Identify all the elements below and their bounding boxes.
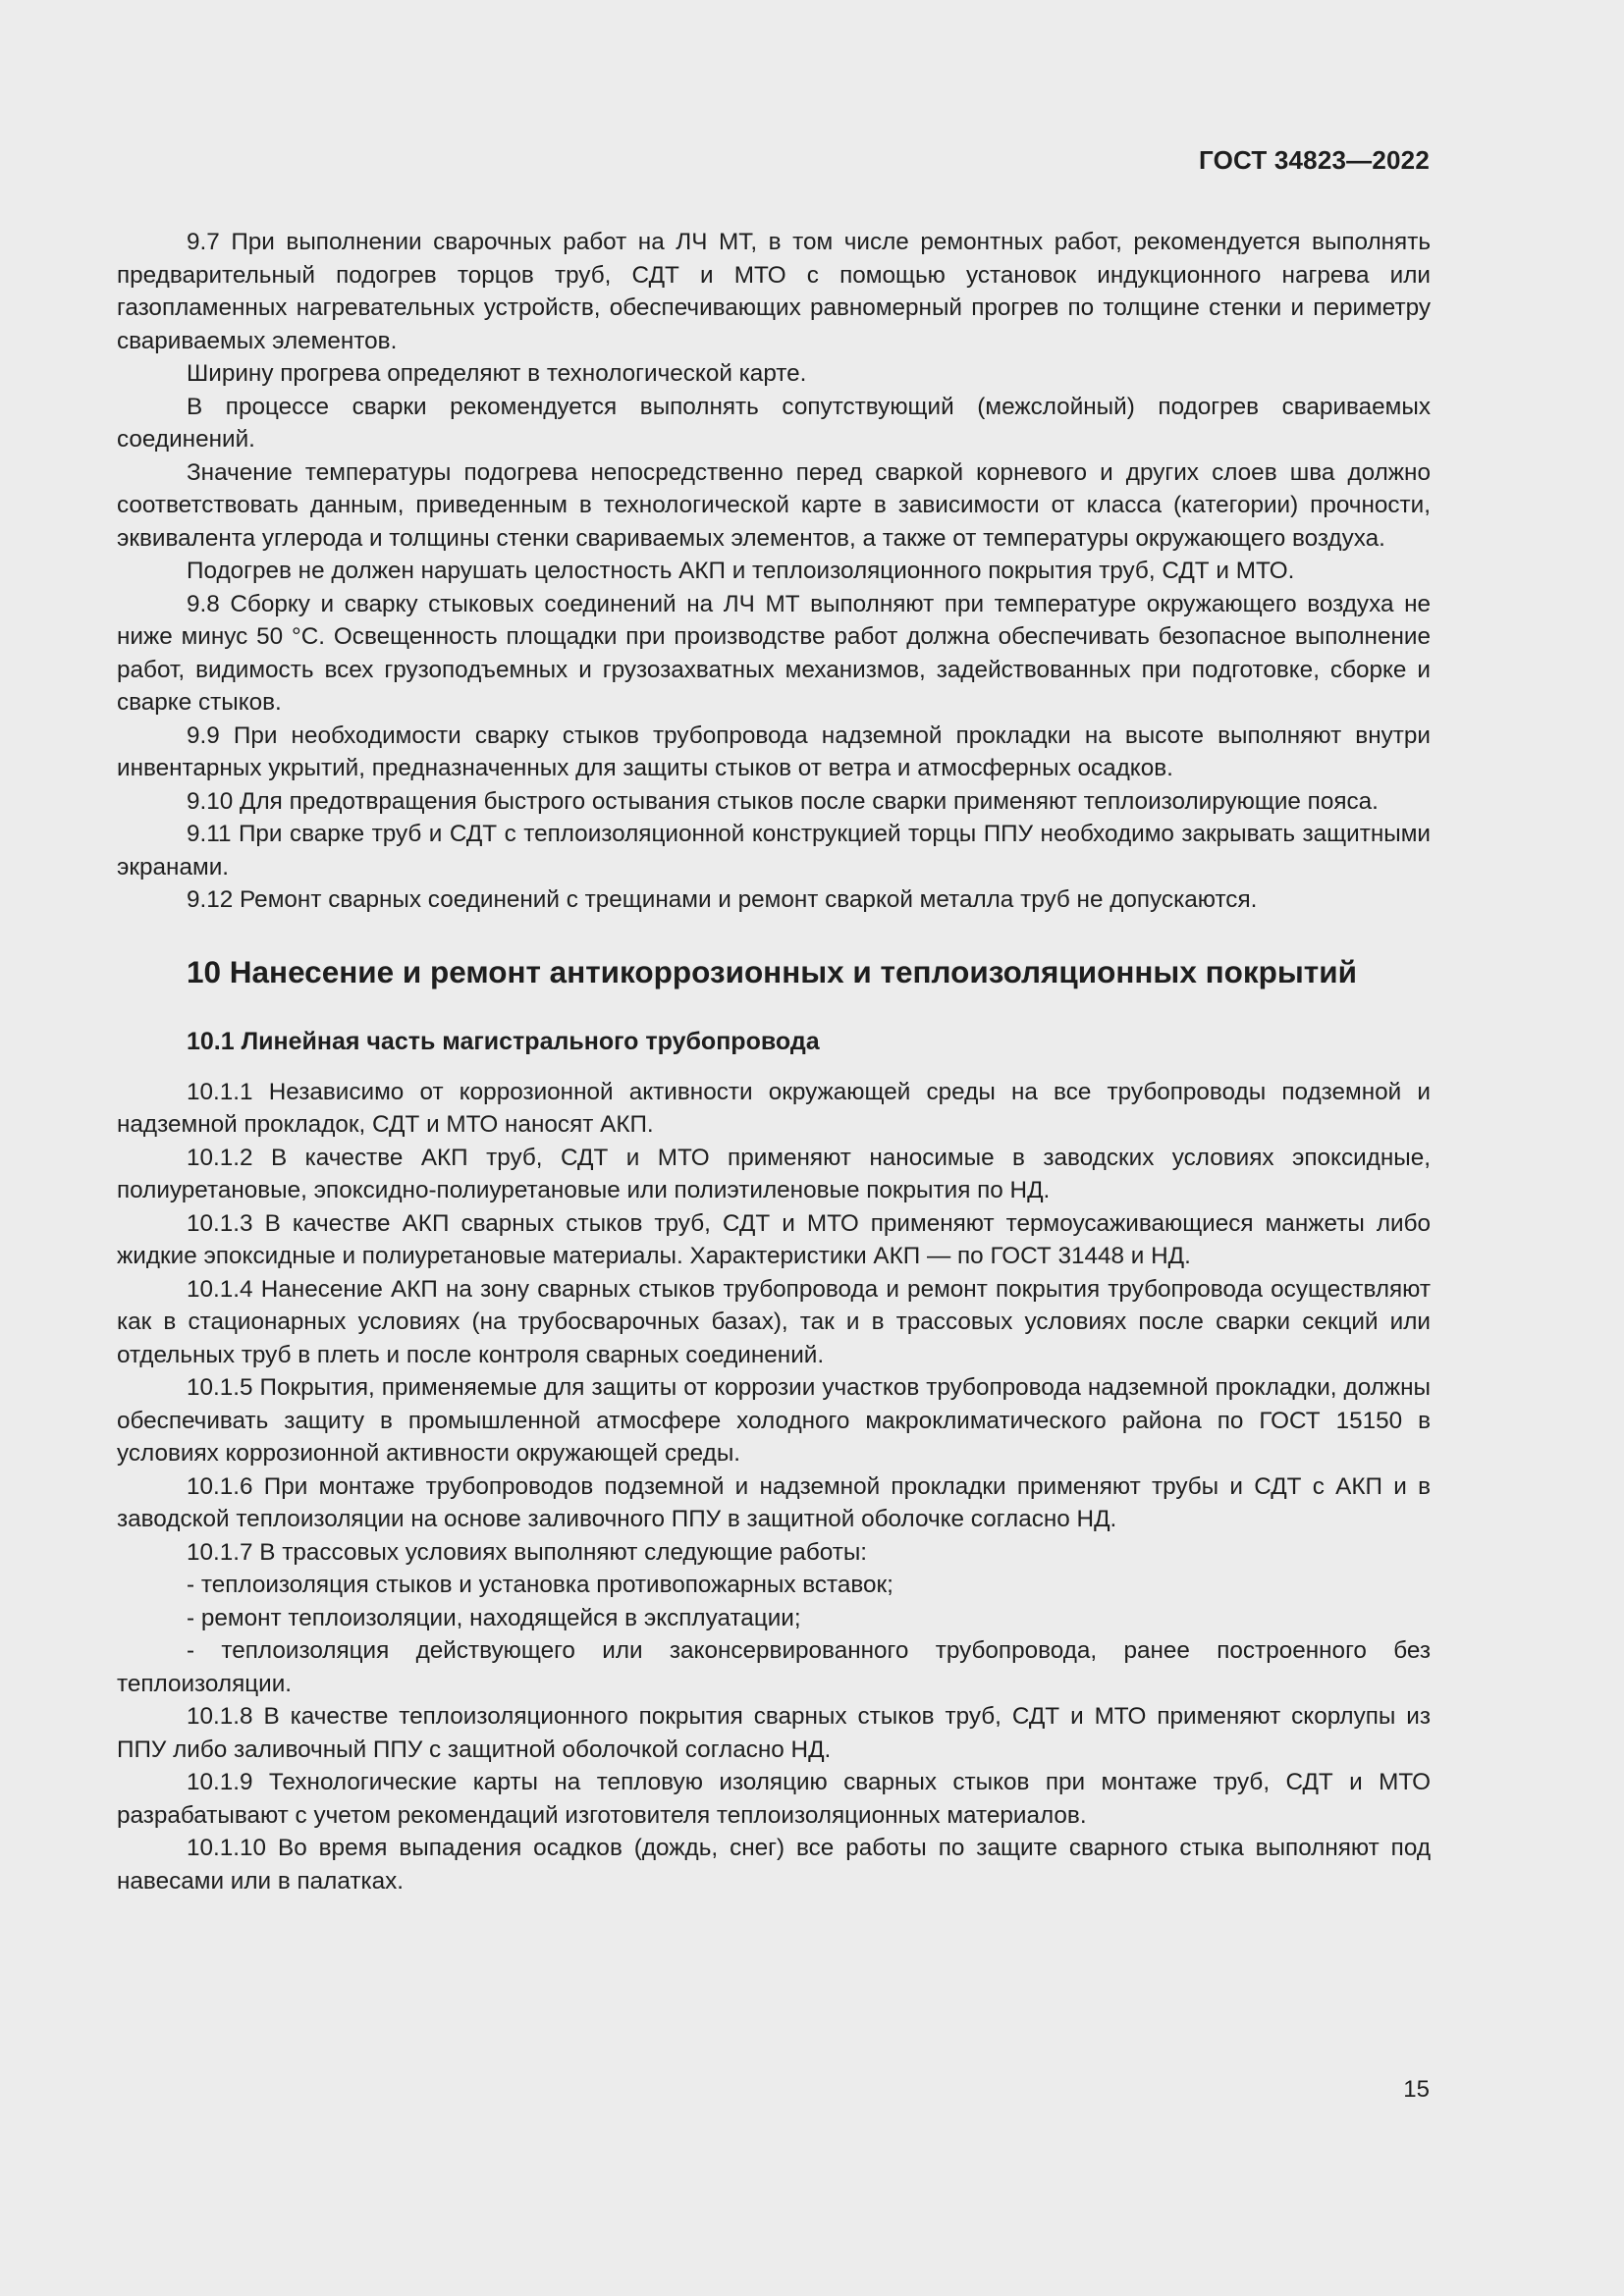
paragraph-10-1-5: 10.1.5 Покрытия, применяемые для защиты от коррозии участков трубопровода надземной прокладки, должны обеспечивать защиту в промышленной атмосфере холодного макроклиматического района по ГОСТ 15150 в условиях коррозионной активности окружающей среды. xyxy=(117,1374,1431,1467)
list-item: - теплоизоляция стыков и установка противопожарных вставок; xyxy=(187,1572,893,1598)
list-item: - теплоизоляция действующего или законсервированного трубопровода, ранее построенного без теплоизоляции. xyxy=(117,1637,1431,1697)
paragraph-10-1-1: 10.1.1 Независимо от коррозионной активности окружающей среды на все трубопроводы подземной и надземной прокладок, СДТ и МТО наносят АКП. xyxy=(117,1078,1431,1138)
paragraph-10-1-6: 10.1.6 При монтаже трубопроводов подземной и надземной прокладки применяют трубы и СДТ с АКП и в заводской теплоизоляции на основе заливочного ППУ в защитной оболочке согласно НД. xyxy=(117,1472,1431,1532)
paragraph-10-1-9: 10.1.9 Технологические карты на тепловую изоляцию сварных стыков при монтаже труб, СДТ и МТО разрабатывают с учетом рекомендаций изготовителя теплоизоляционных материалов. xyxy=(117,1769,1431,1829)
paragraph-interlayer-heating: В процессе сварки рекомендуется выполнять сопутствующий (межслойный) подогрев свариваемых соединений. xyxy=(117,393,1431,453)
paragraph-9-8: 9.8 Сборку и сварку стыковых соединений на ЛЧ МТ выполняют при температуре окружающего воздуха не ниже минус 50 °С. Освещенность площадки при производстве работ должна обеспечивать безопасное выполнение работ, видимость всех грузоподъемных и грузозахватных механизмов, задействованных при подготовке, сборке и сварке стыков. xyxy=(117,590,1431,716)
paragraph-10-1-4: 10.1.4 Нанесение АКП на зону сварных стыков трубопровода и ремонт покрытия трубопровода осуществляют как в стационарных условиях (на трубосварочных базах), так и в трассовых условиях после сварки секций или отдельных труб в плеть и после контроля сварных соединений. xyxy=(117,1275,1431,1368)
section-heading-10: 10 Нанесение и ремонт антикоррозионных и теплоизоляционных покрытий xyxy=(187,953,1357,989)
paragraph-10-1-7: 10.1.7 В трассовых условиях выполняют следующие работы: xyxy=(187,1538,868,1566)
paragraph-9-11: 9.11 При сварке труб и СДТ с теплоизоляционной конструкцией торцы ППУ необходимо закрывать защитными экранами. xyxy=(117,821,1431,881)
paragraph-10-1-10: 10.1.10 Во время выпадения осадков (дождь, снег) все работы по защите сварного стыка выполняют под навесами или в палатках. xyxy=(117,1835,1431,1895)
paragraph-9-9: 9.9 При необходимости сварку стыков трубопровода надземной прокладки на высоте выполняют внутри инвентарных укрытий, предназначенных для защиты стыков от ветра и атмосферных осадков. xyxy=(117,721,1431,781)
paragraph-10-1-3: 10.1.3 В качестве АКП сварных стыков труб, СДТ и МТО применяют термоусаживающиеся манжеты либо жидкие эпоксидные и полиуретановые материалы. Характеристики АКП — по ГОСТ 31448 и НД. xyxy=(117,1209,1431,1269)
list-item: - ремонт теплоизоляции, находящейся в эксплуатации; xyxy=(187,1604,801,1631)
paragraph-10-1-8: 10.1.8 В качестве теплоизоляционного покрытия сварных стыков труб, СДТ и МТО применяют скорлупы из ППУ либо заливочный ППУ с защитной оболочкой согласно НД. xyxy=(117,1703,1431,1763)
paragraph-heating-width: Ширину прогрева определяют в технологической карте. xyxy=(187,360,807,387)
paragraph-9-12: 9.12 Ремонт сварных соединений с трещинами и ремонт сваркой металла труб не допускаются. xyxy=(187,886,1258,913)
paragraph-10-1-2: 10.1.2 В качестве АКП труб, СДТ и МТО применяют наносимые в заводских условиях эпоксидные, полиуретановые, эпоксидно-полиуретановые или полиэтиленовые покрытия по НД. xyxy=(117,1144,1431,1203)
paragraph-heating-temperature: Значение температуры подогрева непосредственно перед сваркой корневого и других слоев шва должно соответствовать данным, приведенным в технологической карте в зависимости от класса (категории) прочности, эквивалента углерода и толщины стенки свариваемых элементов, а также от температуры окружающего воздуха. xyxy=(117,458,1431,552)
document-header-id: ГОСТ 34823—2022 xyxy=(1199,145,1430,175)
paragraph-9-10: 9.10 Для предотвращения быстрого остывания стыков после сварки применяют теплоизолирующие пояса. xyxy=(187,787,1379,815)
subsection-heading-10-1: 10.1 Линейная часть магистрального трубопровода xyxy=(187,1027,820,1055)
paragraph-heating-integrity: Подогрев не должен нарушать целостность АКП и теплоизоляционного покрытия труб, СДТ и МТО. xyxy=(187,558,1295,584)
paragraph-9-7: 9.7 При выполнении сварочных работ на ЛЧ МТ, в том числе ремонтных работ, рекомендуется выполнять предварительный подогрев торцов труб, СДТ и МТО с помощью установок индукционного нагрева или газопламенных нагревательных устройств, обеспечивающих равномерный прогрев по толщине стенки и периметру свариваемых элементов. xyxy=(117,229,1431,354)
page-number: 15 xyxy=(1403,2076,1430,2103)
document-body xyxy=(117,226,1431,1897)
